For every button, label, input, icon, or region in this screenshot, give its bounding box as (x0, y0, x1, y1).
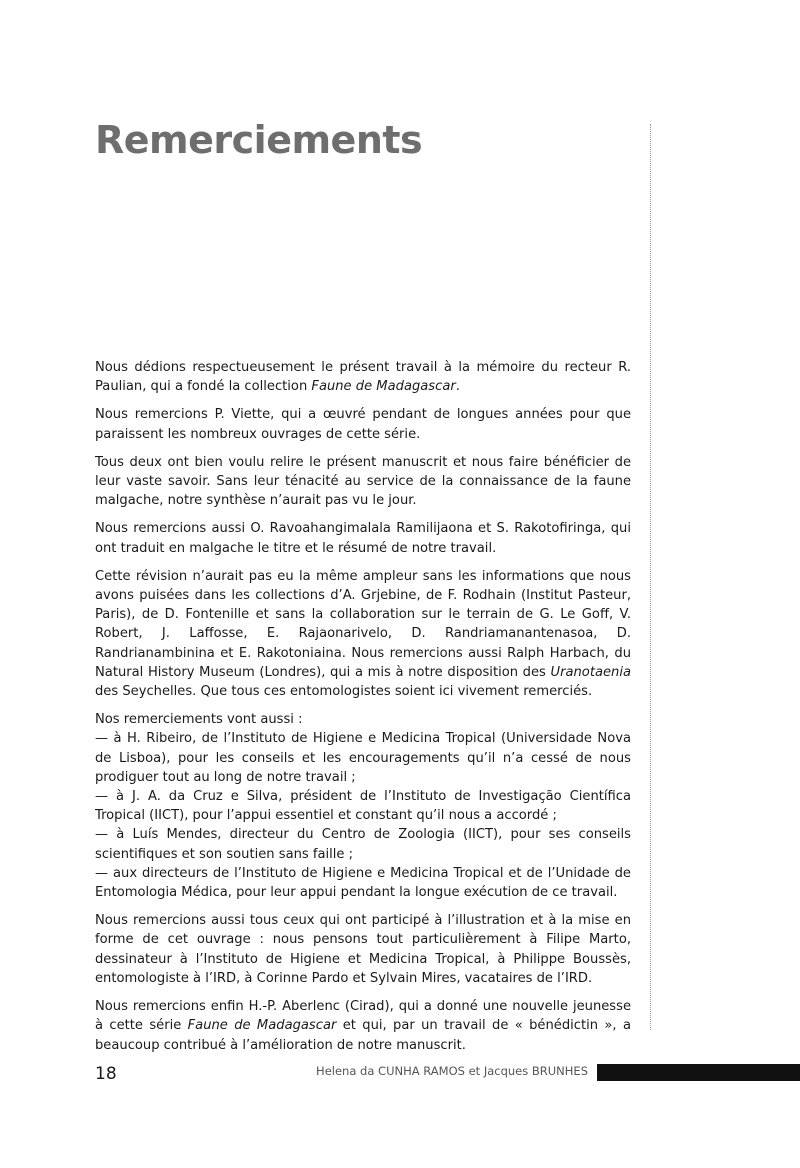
acknowledgements-body (95, 358, 631, 1064)
text-run: — à Luís Mendes, directeur du Centro de Zoologia (IICT), pour ses conseils scientifiques et son soutien sans faille ; (95, 827, 631, 862)
series-title-italic: Faune de Madagascar (311, 379, 456, 395)
text-run: Cette révision n’aurait pas eu la même ampleur sans les informations que nous avons puisées dans les collections d’A. Grjebine, de F. Rodhain (Institut Pasteur, Paris), de D. Fontenille et sans la collaboration sur le terrain de G. Le Goff, V. Robert, J. Laffosse, E. Rajaonarivelo, D. Randriamanantenasoa, D. Randrianambinina et E. Rakotoniaina. Nous remercions aussi Ralph Harbach, du Natural History Museum (Londres), qui a mis à notre disposition des (95, 568, 631, 680)
page-number: 18 (95, 1064, 117, 1084)
paragraph (95, 911, 631, 988)
running-footer-authors: Helena da CUNHA RAMOS et Jacques BRUNHES (316, 1064, 588, 1078)
text-run: Tous deux ont bien voulu relire le présent manuscrit et nous faire bénéficier de leur vaste savoir. Sans leur ténacité au service de la connaissance de la faune malgache, notre synthèse n’aurait pas vu le jour. (95, 454, 631, 509)
text-run: — à J. A. da Cruz e Silva, président de l’Instituto de Investigação Científica Tropical (IICT), pour l’appui essentiel et constant qu’il nous a accordé ; (95, 789, 631, 824)
text-run: Nous remercions enfin H.-P. Aberlenc (Cirad), qui a donné une nouvelle jeunesse à cette série (95, 999, 631, 1034)
paragraph (95, 567, 631, 701)
text-run: Nous remercions aussi O. Ravoahangimalala Ramilijaona et S. Rakotofiringa, qui ont traduit en malgache le titre et le résumé de notre travail. (95, 521, 631, 556)
series-title-italic: Faune de Madagascar (187, 1018, 337, 1034)
genus-name-italic: Uranotaenia (550, 664, 631, 680)
paragraph (95, 358, 631, 396)
paragraph (95, 519, 631, 557)
paragraph (95, 710, 631, 902)
footer-black-bar (597, 1064, 800, 1081)
paragraph (95, 453, 631, 511)
text-run: Nous remercions P. Viette, qui a œuvré pendant de longues années pour que paraissent les nombreux ouvrages de cette série. (95, 407, 631, 442)
margin-dotted-rule (650, 124, 651, 1030)
paragraph (95, 997, 631, 1055)
text-run: — aux directeurs de l’Instituto de Higiene e Medicina Tropical et de l’Unidade de Entomologia Médica, pour leur appui pendant la longue exécution de ce travail. (95, 865, 631, 901)
text-run: — à H. Ribeiro, de l’Instituto de Higiene e Medicina Tropical (Universidade Nova de Lisboa), pour les conseils et les encouragements qu’il n’a cessé de nous prodiguer tout au long de notre travail ; (95, 731, 631, 785)
text-run: des Seychelles. Que tous ces entomologistes soient ici vivement remerciés. (95, 684, 593, 700)
text-run: Nous dédions respectueusement le présent travail à la mémoire du recteur R. Paulian, qui a fondé la collection (95, 360, 631, 395)
text-run: Nos remerciements vont aussi : (95, 712, 303, 728)
text-run: . (455, 379, 460, 395)
text-run: et qui, par un travail de « bénédictin », a beaucoup contribué à l’amélioration de notre manuscrit. (95, 1018, 631, 1053)
page-title: Remerciements (95, 118, 423, 162)
text-run: Nous remercions aussi tous ceux qui ont participé à l’illustration et à la mise en forme de cet ouvrage : nous pensons tout particulièrement à Filipe Marto, dessinateur à l’Instituto de Higiene et Medicina Tropical, à Philippe Boussès, entomologiste à l’IRD, à Corinne Pardo et Sylvain Mires, vacataires de l’IRD. (95, 913, 631, 986)
paragraph (95, 405, 631, 443)
